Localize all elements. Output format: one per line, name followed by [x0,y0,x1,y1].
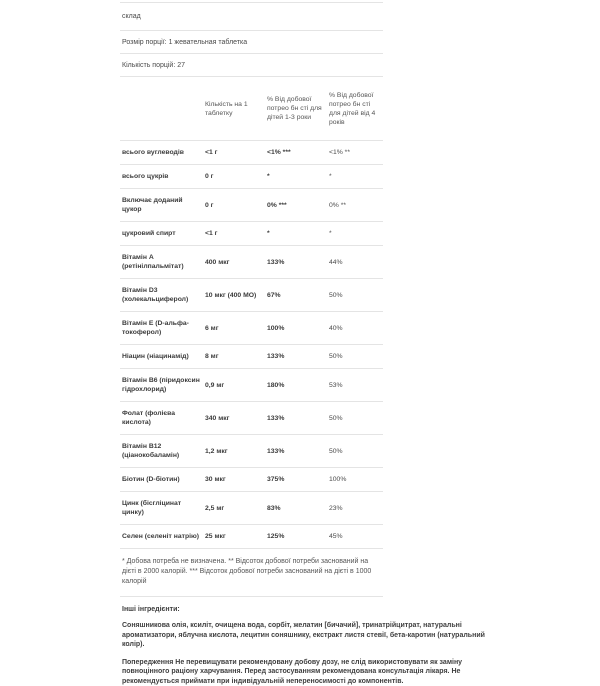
serving-size-row [120,30,383,53]
table-row [120,164,383,188]
nutrient-name: всього цукрів [120,172,205,181]
daily-value-4plus-value: 53% [329,381,383,390]
nutrient-name: Вітамін D3 (холекальциферол) [120,286,205,304]
daily-value-1-3-value: 133% [267,258,329,267]
amount-per-tablet-value: 0 г [205,172,267,181]
daily-value-4plus-value: 50% [329,291,383,300]
amount-per-tablet-value: 6 мг [205,324,267,333]
table-row [120,140,383,164]
header-amount-per-tablet: Кількість на 1 таблетку [205,100,267,118]
section-label-text: склад [122,13,141,20]
daily-value-4plus-value: 44% [329,258,383,267]
other-ingredients-heading: Інші інгредієнти: [122,606,498,613]
table-row [120,221,383,245]
nutrient-name: всього вуглеводів [120,148,205,157]
amount-per-tablet-value: 1,2 мкг [205,447,267,456]
nutrient-name: Ніацин (ніацинамід) [120,352,205,361]
nutrient-name: Селен (селеніт натрію) [120,532,205,541]
table-row [120,368,383,401]
amount-per-tablet-value: 30 мкг [205,475,267,484]
amount-per-tablet-value: 0 г [205,201,267,210]
amount-per-tablet-value: 25 мкг [205,532,267,541]
daily-value-1-3-value: 133% [267,414,329,423]
header-daily-value-1-3: % Від добової потрео бн сті для дітей 1-3 роки [267,95,329,122]
servings-count-text: Кількість порцій: 27 [122,62,185,69]
amount-per-tablet-value: <1 г [205,148,267,157]
daily-value-4plus-value: 45% [329,532,383,541]
daily-value-footnote: * Добова потреба не визначена. ** Відсоток добової потреби заснований на дієті в 2000 калорій. *** Відсоток добової потреби заснований на дієті в 1000 калорій [120,549,383,597]
table-row [120,491,383,524]
daily-value-4plus-value: 0% ** [329,201,383,210]
table-row [120,188,383,221]
header-daily-value-4plus: % Від добової потрео бн сті для дітей від 4 років [329,91,383,127]
daily-value-1-3-value: 133% [267,447,329,456]
servings-count-row [120,53,383,77]
daily-value-4plus-value: * [329,229,383,238]
daily-value-4plus-value: * [329,172,383,181]
daily-value-1-3-value: <1% *** [267,148,329,157]
table-row [120,401,383,434]
nutrient-name: Вітамін A (ретінілпальмітат) [120,253,205,271]
nutrient-name: Вітамін B12 (ціанокобаламін) [120,442,205,460]
table-row [120,524,383,548]
nutrient-name: Вітамін B6 (піридоксин гідрохлорид) [120,376,205,394]
nutrient-name: Фолат (фолієва кислота) [120,409,205,427]
daily-value-1-3-value: 133% [267,352,329,361]
amount-per-tablet-value: 8 мг [205,352,267,361]
daily-value-1-3-value: 83% [267,504,329,513]
other-ingredients-text: Соняшникова олія, ксиліт, очищена вода, сорбіт, желатин [бичачий], тринатрійцитрат, натуральні ароматизатори, яблучна кислота, лецитин соняшнику, екстракт листя стевії, бета-каротин (натуральний колір). [122,621,498,650]
nutrient-name: Включає доданий цукор [120,196,205,214]
nutrient-name: цукровий спирт [120,229,205,238]
other-ingredients-section [120,606,498,686]
daily-value-4plus-value: 50% [329,414,383,423]
daily-value-4plus-value: 23% [329,504,383,513]
table-body [120,140,383,549]
table-row [120,467,383,491]
daily-value-4plus-value: 100% [329,475,383,484]
amount-per-tablet-value: <1 г [205,229,267,238]
daily-value-1-3-value: 100% [267,324,329,333]
daily-value-1-3-value: * [267,172,329,181]
facts-table-area [120,2,383,597]
daily-value-4plus-value: <1% ** [329,148,383,157]
warning-text: Попередження Не перевищувати рекомендовану добову дозу, не слід використовувати як заміну повноцінного раціону харчування. Перед застосуванням рекомендована консультація лікаря. Не рекомендується приймати при індивідуальній непереносимості до компонентів. [122,658,498,686]
table-row [120,434,383,467]
daily-value-1-3-value: 180% [267,381,329,390]
serving-size-text: Розмір порції: 1 жевательная таблетка [122,39,247,46]
daily-value-4plus-value: 40% [329,324,383,333]
daily-value-1-3-value: * [267,229,329,238]
section-label [120,2,383,30]
table-row [120,245,383,278]
amount-per-tablet-value: 0,9 мг [205,381,267,390]
table-row [120,344,383,368]
table-row [120,311,383,344]
amount-per-tablet-value: 2,5 мг [205,504,267,513]
table-row [120,278,383,311]
nutrient-name: Цинк (бісгліцинат цинку) [120,499,205,517]
amount-per-tablet-value: 340 мкг [205,414,267,423]
supplement-facts-panel [120,2,498,686]
daily-value-1-3-value: 375% [267,475,329,484]
amount-per-tablet-value: 400 мкг [205,258,267,267]
daily-value-1-3-value: 125% [267,532,329,541]
amount-per-tablet-value: 10 мкг (400 МО) [205,291,267,300]
nutrient-name: Біотин (D-біотин) [120,475,205,484]
daily-value-1-3-value: 0% *** [267,201,329,210]
daily-value-1-3-value: 67% [267,291,329,300]
daily-value-4plus-value: 50% [329,447,383,456]
table-header-row [120,77,383,140]
nutrient-name: Вітамін E (D-альфа-токоферол) [120,319,205,337]
daily-value-4plus-value: 50% [329,352,383,361]
